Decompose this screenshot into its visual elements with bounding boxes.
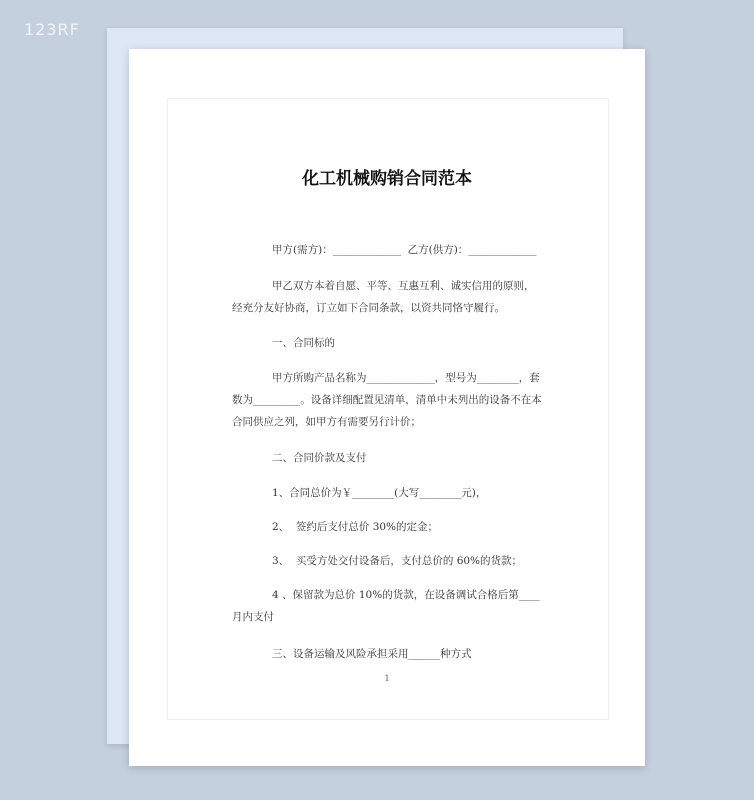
payment-item-3: 3、 买受方处交付设备后，支付总价的 60%的货款； [272, 555, 523, 567]
payment-item-2: 2、 签约后支付总价 30%的定金； [272, 521, 439, 533]
payment-item-4: 4 、保留款为总价 10%的货款，在设备调试合格后第____月内支付 [232, 589, 540, 623]
section-1-body: 甲方所购产品名称为_____________，型号为________，套数为_________。设备详细配置见清单，清单中未列出的设备不在本合同供应之列，如甲方有需要另行计价； [232, 372, 542, 428]
section-3-heading: 三、设备运输及风险承担采用______种方式 [272, 648, 472, 660]
document-title: 化工机械购销合同范本 [302, 169, 472, 189]
parties-line: 甲方(需方)：_____________ 乙方(供方)：_____________ [272, 244, 537, 256]
page-number: 1 [384, 674, 390, 683]
watermark-logo: 123RF [24, 20, 80, 39]
section-2-heading: 二、合同价款及支付 [272, 452, 367, 464]
section-1-heading: 一、合同标的 [272, 337, 335, 349]
intro-paragraph: 甲乙双方本着自愿、平等、互惠互利、诚实信用的原则，经充分友好协商，订立如下合同条款，以资共同恪守履行。 [232, 280, 535, 314]
payment-item-1: 1、合同总价为￥________(大写________元)， [272, 487, 487, 499]
document-page [129, 49, 645, 766]
